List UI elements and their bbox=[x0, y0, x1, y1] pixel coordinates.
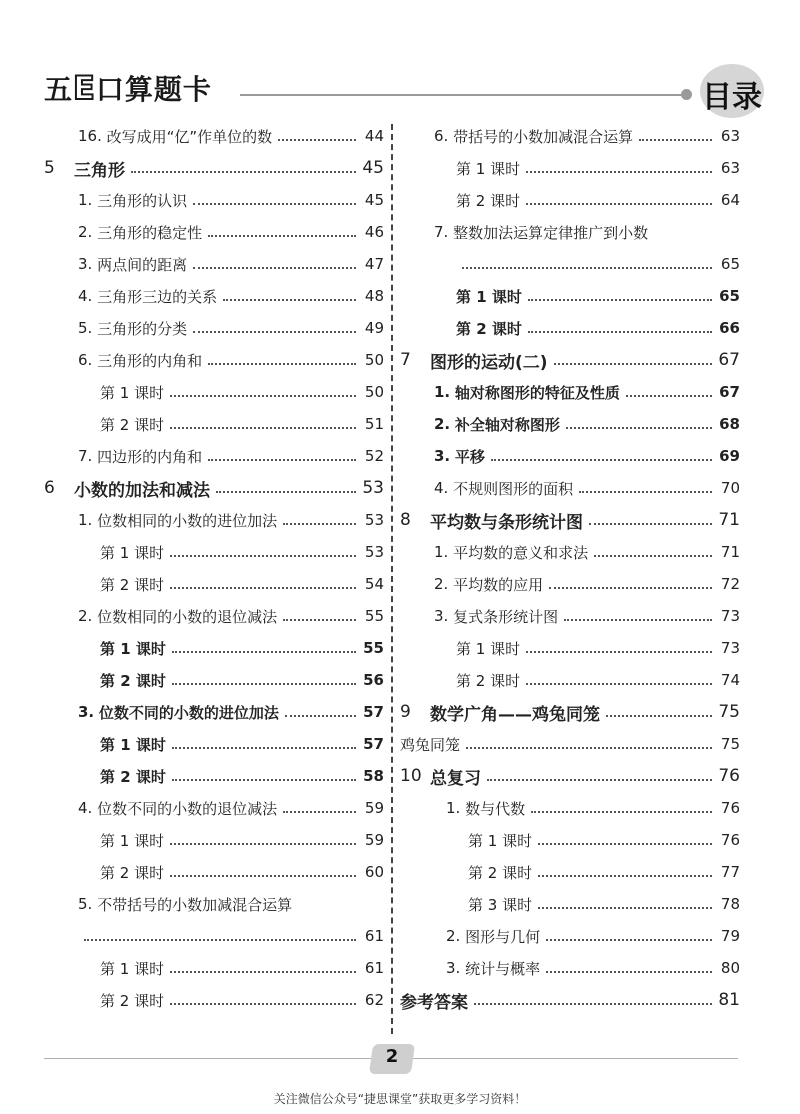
toc-leader-dots bbox=[84, 938, 356, 941]
toc-page-number: 46 bbox=[364, 223, 384, 241]
toc-page-number: 59 bbox=[364, 799, 384, 817]
toc-leader-dots bbox=[538, 874, 712, 877]
toc-entry-number: 5 bbox=[44, 158, 55, 178]
toc-leader-dots bbox=[526, 682, 712, 685]
toc-entry-row[interactable] bbox=[44, 536, 384, 568]
toc-entry-row[interactable] bbox=[400, 120, 740, 152]
toc-leader-dots bbox=[170, 970, 356, 973]
toc-entry-row[interactable] bbox=[400, 472, 740, 504]
toc-entry-number: 4. bbox=[78, 287, 93, 305]
toc-entry-title: 不规则图形的面积 bbox=[453, 479, 574, 498]
toc-entry-row[interactable] bbox=[400, 792, 740, 824]
toc-entry-number: 7. bbox=[78, 447, 93, 465]
toc-entry-row[interactable] bbox=[44, 632, 384, 664]
toc-page-number: 50 bbox=[364, 351, 384, 369]
header-dot bbox=[681, 89, 692, 100]
toc-leader-dots bbox=[566, 426, 712, 429]
toc-page-number: 48 bbox=[364, 287, 384, 305]
toc-entry-number: 3. bbox=[434, 607, 449, 625]
toc-entry-title: 位数相同的小数的退位减法 bbox=[97, 607, 278, 626]
toc-leader-dots bbox=[538, 842, 712, 845]
toc-entry-number: 7 bbox=[400, 350, 411, 370]
toc-entry-title: 第 1 课时 bbox=[456, 159, 521, 178]
toc-column-left bbox=[44, 120, 384, 1016]
toc-page-number: 61 bbox=[364, 927, 384, 945]
toc-entry-number: 5. bbox=[78, 319, 93, 337]
toc-page-number: 67 bbox=[719, 383, 740, 401]
toc-page-number: 65 bbox=[720, 255, 740, 273]
toc-page-number: 47 bbox=[364, 255, 384, 273]
toc-entry-title: 第 1 课时 bbox=[456, 639, 521, 658]
toc-entry-number: 6 bbox=[44, 478, 55, 498]
toc-entry-title: 第 1 课时 bbox=[456, 287, 522, 306]
toc-leader-dots bbox=[487, 778, 712, 781]
toc-entry-title: 平均数的意义和求法 bbox=[453, 543, 589, 562]
toc-entry-number: 2. bbox=[446, 927, 461, 945]
toc-leader-dots bbox=[172, 682, 356, 685]
toc-leader-dots bbox=[549, 586, 712, 589]
toc-page-number: 74 bbox=[720, 671, 740, 689]
toc-page-number: 65 bbox=[719, 287, 740, 305]
toc-entry-row[interactable] bbox=[44, 824, 384, 856]
toc-page-number: 53 bbox=[364, 511, 384, 529]
toc-page-number: 72 bbox=[720, 575, 740, 593]
toc-entry-row[interactable] bbox=[400, 856, 740, 888]
toc-page-number: 54 bbox=[364, 575, 384, 593]
toc-entry-row[interactable] bbox=[400, 248, 740, 280]
toc-entry-row[interactable] bbox=[44, 984, 384, 1016]
toc-page-number: 78 bbox=[720, 895, 740, 913]
toc-entry-number: 8 bbox=[400, 510, 411, 530]
toc-leader-dots bbox=[170, 874, 356, 877]
toc-page-number: 49 bbox=[364, 319, 384, 337]
toc-page-number: 53 bbox=[362, 478, 384, 498]
toc-leader-dots bbox=[193, 266, 356, 269]
toc-entry-number: 3. bbox=[434, 447, 451, 465]
toc-page-number: 66 bbox=[719, 319, 740, 337]
toc-entry-number: 2. bbox=[434, 575, 449, 593]
toc-page-number: 45 bbox=[362, 158, 384, 178]
section-title: 目录 bbox=[702, 80, 762, 115]
toc-leader-dots bbox=[526, 650, 712, 653]
toc-page-number: 57 bbox=[363, 735, 384, 753]
toc-entry-number: 1. bbox=[434, 383, 451, 401]
toc-entry-number: 16. bbox=[78, 127, 102, 145]
toc-entry-title: 第 2 课时 bbox=[456, 191, 521, 210]
toc-page-number: 79 bbox=[720, 927, 740, 945]
toc-entry-row[interactable] bbox=[400, 536, 740, 568]
toc-entry-row[interactable] bbox=[44, 120, 384, 152]
toc-entry-title: 轴对称图形的特征及性质 bbox=[454, 383, 620, 402]
page-number: 2 bbox=[385, 1046, 399, 1067]
toc-entry-title: 第 1 课时 bbox=[100, 383, 165, 402]
toc-entry-row[interactable] bbox=[400, 376, 740, 408]
toc-entry-row[interactable] bbox=[44, 504, 384, 536]
toc-leader-dots bbox=[594, 554, 712, 557]
toc-leader-dots bbox=[491, 458, 712, 461]
toc-page-number: 55 bbox=[364, 607, 384, 625]
toc-entry-title: 三角形的内角和 bbox=[97, 351, 203, 370]
toc-entry-number: 3. bbox=[78, 703, 95, 721]
toc-entry-title: 补全轴对称图形 bbox=[454, 415, 560, 434]
toc-entry-number: 1. bbox=[434, 543, 449, 561]
toc-entry-title: 图形与几何 bbox=[465, 927, 541, 946]
toc-entry-row[interactable] bbox=[400, 312, 740, 344]
toc-entry-title: 第 1 课时 bbox=[100, 959, 165, 978]
toc-leader-dots bbox=[131, 170, 356, 173]
toc-entry-row[interactable] bbox=[400, 408, 740, 440]
toc-page-number: 81 bbox=[718, 990, 740, 1010]
toc-entry-row[interactable] bbox=[400, 728, 740, 760]
toc-leader-dots bbox=[208, 234, 356, 237]
toc-entry-row[interactable] bbox=[44, 600, 384, 632]
toc-entry-row[interactable] bbox=[400, 440, 740, 472]
toc-entry-row[interactable] bbox=[400, 600, 740, 632]
toc-entry-row[interactable] bbox=[44, 792, 384, 824]
toc-page-number: 69 bbox=[719, 447, 740, 465]
toc-entry-row[interactable] bbox=[400, 952, 740, 984]
toc-entry-title: 三角形的稳定性 bbox=[97, 223, 203, 242]
toc-page-number: 63 bbox=[720, 159, 740, 177]
toc-entry-title: 第 2 课时 bbox=[468, 863, 533, 882]
toc-leader-dots bbox=[283, 810, 356, 813]
toc-entry-number: 2. bbox=[78, 223, 93, 241]
toc-page-number: 53 bbox=[364, 543, 384, 561]
toc-page-number: 76 bbox=[718, 766, 740, 786]
toc-page-number: 61 bbox=[364, 959, 384, 977]
brand-grade: 五 bbox=[44, 73, 74, 106]
toc-page-number: 51 bbox=[364, 415, 384, 433]
toc-page-number: 60 bbox=[364, 863, 384, 881]
toc-page-number: 52 bbox=[364, 447, 384, 465]
toc-leader-dots bbox=[283, 618, 356, 621]
toc-entry-row[interactable] bbox=[400, 664, 740, 696]
toc-leader-dots bbox=[216, 490, 356, 493]
toc-page-number: 75 bbox=[720, 735, 740, 753]
toc-page-number: 62 bbox=[364, 991, 384, 1009]
toc-leader-dots bbox=[170, 394, 356, 397]
toc-entry-number: 2. bbox=[434, 415, 451, 433]
toc-page-number: 50 bbox=[364, 383, 384, 401]
toc-entry-title: 整数加法运算定律推广到小数 bbox=[453, 223, 649, 242]
toc-entry-number: 4. bbox=[78, 799, 93, 817]
toc-page-number: 76 bbox=[720, 831, 740, 849]
toc-leader-dots bbox=[546, 970, 712, 973]
toc-entry-title: 四边形的内角和 bbox=[97, 447, 203, 466]
toc-entry-title: 位数不同的小数的进位加法 bbox=[98, 703, 279, 722]
toc-entry-number: 1. bbox=[78, 511, 93, 529]
toc-entry-title: 第 2 课时 bbox=[100, 575, 165, 594]
toc-entry-row[interactable] bbox=[44, 216, 384, 248]
toc-page-number: 55 bbox=[363, 639, 384, 657]
toc-page-number: 73 bbox=[720, 639, 740, 657]
toc-leader-dots bbox=[466, 746, 712, 749]
toc-entry-title: 第 3 课时 bbox=[468, 895, 533, 914]
toc-entry-row[interactable] bbox=[44, 408, 384, 440]
toc-page-number: 58 bbox=[363, 767, 384, 785]
toc-chapter-row[interactable] bbox=[400, 760, 740, 792]
toc-entry-row[interactable] bbox=[44, 664, 384, 696]
toc-page-number: 70 bbox=[720, 479, 740, 497]
toc-entry-title: 第 1 课时 bbox=[100, 639, 166, 658]
toc-entry-title: 图形的运动(二) bbox=[430, 352, 548, 373]
toc-leader-dots bbox=[554, 362, 712, 365]
toc-leader-dots bbox=[223, 298, 356, 301]
toc-leader-dots bbox=[589, 522, 712, 525]
toc-leader-dots bbox=[526, 202, 712, 205]
toc-entry-row[interactable] bbox=[44, 568, 384, 600]
toc-entry-title: 位数不同的小数的退位减法 bbox=[97, 799, 278, 818]
book-brand bbox=[44, 68, 212, 108]
toc-entry-row[interactable] bbox=[400, 280, 740, 312]
toc-leader-dots bbox=[528, 298, 712, 301]
toc-entry-title: 三角形 bbox=[74, 160, 125, 181]
toc-entry-title: 不带括号的小数加减混合运算 bbox=[97, 895, 293, 914]
header-rule bbox=[240, 94, 688, 96]
toc-page-number: 80 bbox=[720, 959, 740, 977]
toc-leader-dots bbox=[462, 266, 712, 269]
toc-entry-title: 带括号的小数加减混合运算 bbox=[453, 127, 634, 146]
toc-entry-number: 6. bbox=[434, 127, 449, 145]
toc-page-number: 64 bbox=[720, 191, 740, 209]
toc-leader-dots bbox=[172, 746, 356, 749]
toc-entry-number: 3. bbox=[78, 255, 93, 273]
toc-entry-number: 5. bbox=[78, 895, 93, 913]
footer-note: 关注微信公众号“捷思课堂”获取更多学习资料！ bbox=[273, 1092, 527, 1106]
toc-leader-dots bbox=[170, 554, 356, 557]
toc-entry-title: 平均数与条形统计图 bbox=[430, 512, 583, 533]
toc-entry-title: 第 1 课时 bbox=[100, 831, 165, 850]
toc-leader-dots bbox=[606, 714, 712, 717]
toc-leader-dots bbox=[170, 1002, 356, 1005]
toc-entry-number: 3. bbox=[446, 959, 461, 977]
toc-leader-dots bbox=[208, 458, 356, 461]
toc-leader-dots bbox=[172, 778, 356, 781]
toc-leader-dots bbox=[531, 810, 712, 813]
toc-entry-title: 平均数的应用 bbox=[453, 575, 544, 594]
toc-entry-row[interactable] bbox=[44, 888, 384, 920]
toc-leader-dots bbox=[528, 330, 712, 333]
toc-entry-title: 鸡兔同笼 bbox=[400, 735, 461, 754]
toc-page-number: 71 bbox=[718, 510, 740, 530]
toc-leader-dots bbox=[546, 938, 712, 941]
toc-leader-dots bbox=[170, 842, 356, 845]
page-header bbox=[44, 62, 764, 120]
toc-entry-title: 第 2 课时 bbox=[100, 415, 165, 434]
toc-leader-dots bbox=[170, 426, 356, 429]
toc-entry-row[interactable] bbox=[44, 440, 384, 472]
toc-page-number: 76 bbox=[720, 799, 740, 817]
toc-entry-row[interactable] bbox=[400, 184, 740, 216]
toc-page-number: 73 bbox=[720, 607, 740, 625]
toc-entry-title: 平移 bbox=[454, 447, 485, 466]
toc-entry-title: 统计与概率 bbox=[465, 959, 541, 978]
toc-chapter-row[interactable] bbox=[400, 696, 740, 728]
brand-e-logo: E bbox=[73, 69, 96, 107]
toc-entry-number: 10 bbox=[400, 766, 422, 786]
toc-column-right bbox=[400, 120, 740, 1016]
toc-entry-row[interactable] bbox=[400, 824, 740, 856]
toc-entry-number: 6. bbox=[78, 351, 93, 369]
toc-entry-row[interactable] bbox=[44, 856, 384, 888]
toc-leader-dots bbox=[285, 714, 356, 717]
toc-entry-title: 第 2 课时 bbox=[456, 671, 521, 690]
brand-name: 口算题卡 bbox=[95, 73, 212, 106]
toc-entry-title: 三角形的分类 bbox=[97, 319, 188, 338]
toc-entry-title: 第 2 课时 bbox=[100, 671, 166, 690]
toc-entry-row[interactable] bbox=[400, 632, 740, 664]
toc-entry-title: 小数的加法和减法 bbox=[74, 480, 210, 501]
toc-entry-title: 参考答案 bbox=[400, 992, 468, 1013]
toc-entry-row[interactable] bbox=[400, 152, 740, 184]
toc-entry-title: 位数相同的小数的进位加法 bbox=[97, 511, 278, 530]
toc-entry-number: 2. bbox=[78, 607, 93, 625]
toc-entry-number: 4. bbox=[434, 479, 449, 497]
toc-chapter-row[interactable] bbox=[44, 472, 384, 504]
toc-page-number: 44 bbox=[364, 127, 384, 145]
toc-entry-row[interactable] bbox=[400, 888, 740, 920]
toc-entry-number: 1. bbox=[78, 191, 93, 209]
toc-entry-title: 数与代数 bbox=[465, 799, 526, 818]
toc-leader-dots bbox=[579, 490, 712, 493]
toc-page-number: 56 bbox=[363, 671, 384, 689]
toc-page-number: 71 bbox=[720, 543, 740, 561]
toc-entry-row[interactable] bbox=[44, 344, 384, 376]
toc-entry-row[interactable] bbox=[44, 728, 384, 760]
toc-leader-dots bbox=[278, 138, 356, 141]
toc-entry-title: 总复习 bbox=[430, 768, 481, 789]
toc-entry-row[interactable] bbox=[44, 184, 384, 216]
toc-leader-dots bbox=[564, 618, 712, 621]
toc-entry-title: 第 2 课时 bbox=[456, 319, 522, 338]
toc-leader-dots bbox=[474, 1002, 712, 1005]
toc-leader-dots bbox=[193, 202, 356, 205]
toc-chapter-row[interactable] bbox=[400, 984, 740, 1016]
toc-leader-dots bbox=[193, 330, 356, 333]
toc-leader-dots bbox=[639, 138, 712, 141]
toc-page-number: 45 bbox=[364, 191, 384, 209]
toc-entry-row[interactable] bbox=[44, 280, 384, 312]
toc-chapter-row[interactable] bbox=[400, 504, 740, 536]
toc-leader-dots bbox=[538, 906, 712, 909]
toc-entry-row[interactable] bbox=[44, 920, 384, 952]
toc-leader-dots bbox=[526, 170, 712, 173]
toc-page-number: 59 bbox=[364, 831, 384, 849]
toc-chapter-row[interactable] bbox=[400, 344, 740, 376]
toc-entry-row[interactable] bbox=[44, 248, 384, 280]
toc-entry-title: 第 1 课时 bbox=[100, 735, 166, 754]
toc-entry-row[interactable] bbox=[44, 696, 384, 728]
toc-leader-dots bbox=[208, 362, 356, 365]
toc-entry-row[interactable] bbox=[44, 312, 384, 344]
toc-page-number: 75 bbox=[718, 702, 740, 722]
toc-entry-row[interactable] bbox=[44, 760, 384, 792]
toc-leader-dots bbox=[626, 394, 712, 397]
toc-entry-title: 第 1 课时 bbox=[100, 543, 165, 562]
toc-leader-dots bbox=[172, 650, 356, 653]
toc-entry-number: 1. bbox=[446, 799, 461, 817]
toc-page-number: 63 bbox=[720, 127, 740, 145]
toc-page-number: 67 bbox=[718, 350, 740, 370]
toc-entry-row[interactable] bbox=[44, 952, 384, 984]
toc-entry-row[interactable] bbox=[400, 920, 740, 952]
toc-entry-title: 复式条形统计图 bbox=[453, 607, 559, 626]
toc-page-number: 77 bbox=[720, 863, 740, 881]
toc-leader-dots bbox=[283, 522, 356, 525]
toc-entry-title: 改写成用“亿”作单位的数 bbox=[106, 127, 273, 146]
toc-page-number: 68 bbox=[719, 415, 740, 433]
toc-entry-title: 第 2 课时 bbox=[100, 767, 166, 786]
toc-entry-title: 数学广角——鸡兔同笼 bbox=[430, 704, 600, 725]
toc-entry-row[interactable] bbox=[44, 376, 384, 408]
toc-entry-title: 三角形三边的关系 bbox=[97, 287, 218, 306]
toc-entry-title: 第 2 课时 bbox=[100, 863, 165, 882]
toc-entry-row[interactable] bbox=[400, 216, 740, 248]
toc-leader-dots bbox=[170, 586, 356, 589]
toc-entry-title: 第 1 课时 bbox=[468, 831, 533, 850]
toc-entry-title: 第 2 课时 bbox=[100, 991, 165, 1010]
toc-page-number: 57 bbox=[363, 703, 384, 721]
toc-entry-number: 7. bbox=[434, 223, 449, 241]
toc-entry-row[interactable] bbox=[400, 568, 740, 600]
toc-entry-title: 三角形的认识 bbox=[97, 191, 188, 210]
toc-chapter-row[interactable] bbox=[44, 152, 384, 184]
toc-entry-number: 9 bbox=[400, 702, 411, 722]
column-divider bbox=[391, 124, 393, 1034]
toc-entry-title: 两点间的距离 bbox=[97, 255, 188, 274]
